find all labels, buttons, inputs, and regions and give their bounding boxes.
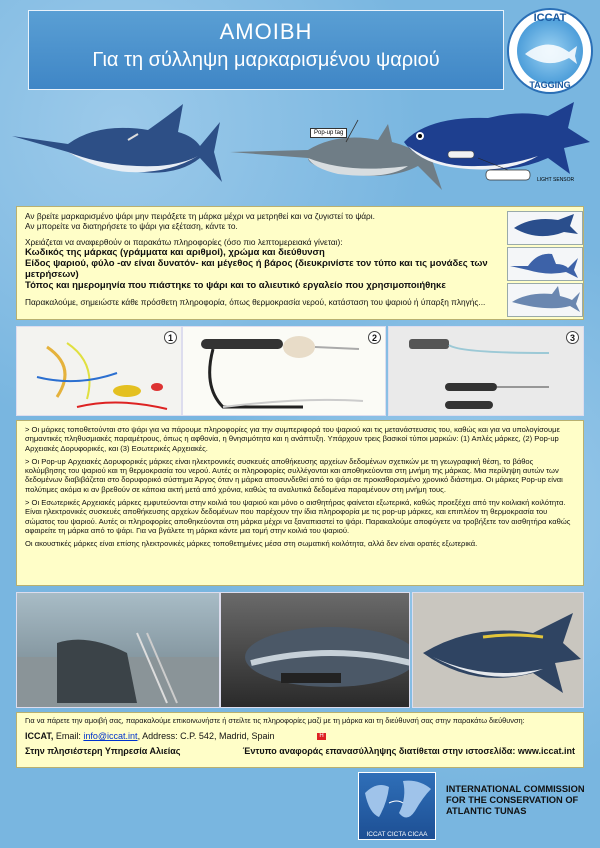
- logo-top-text: ICCAT: [533, 12, 567, 24]
- iccat-logo-caption: ICCAT CICTA CICAA: [366, 831, 428, 838]
- required-tag-code: Κωδικός της μάρκας (γράμματα και αριθμοί), χρώμα και διεύθυνση: [25, 247, 325, 258]
- popup-tag-photo: [182, 326, 386, 416]
- intro-line-4: Παρακαλούμε, σημειώστε κάθε πρόσθετη πληροφορία, όπως θερμοκρασία νερού, κατάσταση του ψαριού ή ύπαρξη πληγής...: [25, 297, 486, 307]
- iccat-tagging-logo: [507, 8, 593, 94]
- fish-emblem-icon: [517, 18, 583, 84]
- page-subtitle: Για τη σύλληψη μαρκαρισμένου ψαριού: [92, 49, 440, 71]
- tuna-with-tag-photo: [412, 592, 584, 708]
- info-paragraph-3: > Οι Εσωτερικές Αρχειακές μάρκες εμφυτεύονται στην κοιλιά του ψαριού και μόνο ο αισθητήρας φαίνεται εξωτερικά, καθώς προεξέχει από την κοιλιακή κοιλότητα. Είναι ηλεκτρονικές συσκευές αποθήκευσης αρχείων δεδομένων που παρέχουν την ίδια πληροφορία με τις pop-up μάρκες, και επιπλέον τη θερμοκρασία του σώματος του ψαριού. Αυτές οι πληροφορίες αποθηκεύονται στη μάρκα μέχρι να ξαναπιαστεί το ψάρι. Παρακαλούμε αποφύγετε να τροβήξετε τον αισθητήρα καθώς αφαιρείτε τη μάρκα από το ψάρι. Για να βγάλετε τη μάρκα κάντε μια τομή στην κοιλιά του ψαριού.: [25, 498, 571, 535]
- info-paragraph-1: > Οι μάρκες τοποθετούνται στο ψάρι για να πάρουμε πληροφορίες για την συμπεριφορά του ψαριού και τις μετανάστευσεις του, καθώς και για να υπολογίσουμε σημαντικές πληθυσμιακές παραμέτρους, όπως η αφθονία, η θνησιμότητα και η ανάπτυξη. Υπάρχουν τρεις βασικοί τύποι μαρκών: (1) Απλές μάρκες, (2) Pop-up Αρχειακές Δορυφορικές, και (3) Εσωτερικές Αρχειακές.: [25, 425, 560, 453]
- required-place-date: Τόπος και ημερομηνία που πιάστηκε το ψάρι και το αλιευτικό εργαλείο που χρησιμοποιήθηκε: [25, 280, 446, 291]
- nearest-fisheries-office: Στην πλησιέστερη Υπηρεσία Αλιείας: [25, 746, 181, 756]
- archival-tag-photo: [388, 326, 584, 416]
- photo-number-1: 1: [164, 331, 177, 344]
- tuna-tagging-photo: [220, 592, 410, 708]
- contact-address-line: [25, 731, 575, 741]
- intro-box: [16, 206, 584, 320]
- info-paragraph-2: > Οι Pop-up Αρχειακές Δορυφορικές μάρκες είναι ηλεκτρονικές συσκευές αποθήκευσης αρχείων δεδομένων σχετικών με τη γεωγραφική θέση, το βάθος κολύμβησης του ψαριού και τη θερμοκρασία του νερού. Αυτές οι πληροφορίες συλλέγονται και αποθηκεύονται στη μνήμη της μάρκας. Μια περίληψη αυτών των δεδομένων διαβιβάζεται στο δορυφορικό σύστημα Άργος όταν η μάρκα αποσυνδεθεί από το ψάρι σε προκαθορισμένο χρονικό διάστημα. Οι μάρκες Pop-up είναι πολύτιμες ακόμα κι αν βρεθούν σε κάποια ακτή μετά από χρόνια, καθώς τα αναλυτικά δεδομένα παραμένουν στη μνήμη τους.: [25, 456, 563, 494]
- email-label: Email:: [55, 731, 81, 741]
- intro-line-2: Αν μπορείτε να διατηρήσετε το ψάρι για εξέταση, κάντε το.: [25, 221, 238, 231]
- atlantic-map-icon: [359, 773, 437, 829]
- contact-org: ICCAT,: [25, 731, 54, 741]
- required-species-size: Είδος ψαριού, φύλο -αν είναι δυνατόν- και μέγεθος ή βάρος (διευκρινίστε τον τύπο και τις μονάδες των μετρήσεων): [25, 258, 488, 280]
- title-banner: [28, 10, 504, 90]
- org-line-3: ATLANTIC TUNAS: [446, 806, 527, 816]
- photo-number-3: 3: [566, 331, 579, 344]
- fish-illustrations: [8, 96, 592, 200]
- sailfish-thumbnail: [507, 247, 583, 281]
- greek-flag-icon: H: [317, 733, 326, 740]
- contact-instructions: Για να πάρετε την αμοιβή σας, παρακαλούμε επικοινωνήστε ή στείλτε τις πληροφορίες μαζί με τη μάρκα και τη διεύθυνσή σας στην παρακάτω διεύθυνση:: [25, 716, 525, 725]
- contact-box: [16, 712, 584, 768]
- tagging-boat-photo: [16, 592, 220, 708]
- simple-tags-photo: [16, 326, 182, 416]
- intro-line-1: Αν βρείτε μαρκαρισμένο ψάρι μην πειράξετε τη μάρκα μέχρι να μετρηθεί και να ζυγιστεί το ψάρι.: [25, 211, 375, 221]
- contact-bottom-line: [25, 746, 575, 756]
- contact-address: , Address: C.P. 542, Madrid, Spain: [137, 731, 275, 741]
- fish-thumbnails: [507, 211, 583, 319]
- tag-info-box: [16, 420, 584, 586]
- iccat-commission-logo: [358, 772, 436, 840]
- report-form-note: Έντυπο αναφοράς επανασύλληψης διατίθεται στην ιστοσελίδα: www.iccat.int: [242, 746, 575, 756]
- fish-drawings: [8, 96, 592, 200]
- photo-number-2: 2: [368, 331, 381, 344]
- light-sensor-label: LIGHT SENSOR: [537, 177, 575, 183]
- organization-name: [446, 784, 585, 817]
- popup-tag-label: Pop-up tag: [310, 128, 347, 138]
- org-line-1: INTERNATIONAL COMMISSION: [446, 784, 585, 794]
- email-link[interactable]: info@iccat.int: [83, 731, 138, 741]
- info-paragraph-4: Οι ακουστικές μάρκες είναι επίσης ηλεκτρονικές μάρκες τοποθετημένες μέσα στη σωματική κοιλότητα, αλλά δεν είναι ορατές εξωτερικά.: [25, 539, 478, 549]
- shark-thumbnail: [507, 283, 583, 317]
- tuna-thumbnail: [507, 211, 583, 245]
- logo-bottom-text: TAGGING: [529, 80, 571, 90]
- marlin-illustration: [12, 104, 222, 182]
- page-title: ΑΜΟΙΒΗ: [219, 19, 313, 44]
- org-line-2: FOR THE CONSERVATION OF: [446, 795, 579, 805]
- intro-line-3: Χρειάζεται να αναφερθούν οι παρακάτω πληροφορίες (όσο πιο λεπτομερειακά γίνεται):: [25, 237, 343, 247]
